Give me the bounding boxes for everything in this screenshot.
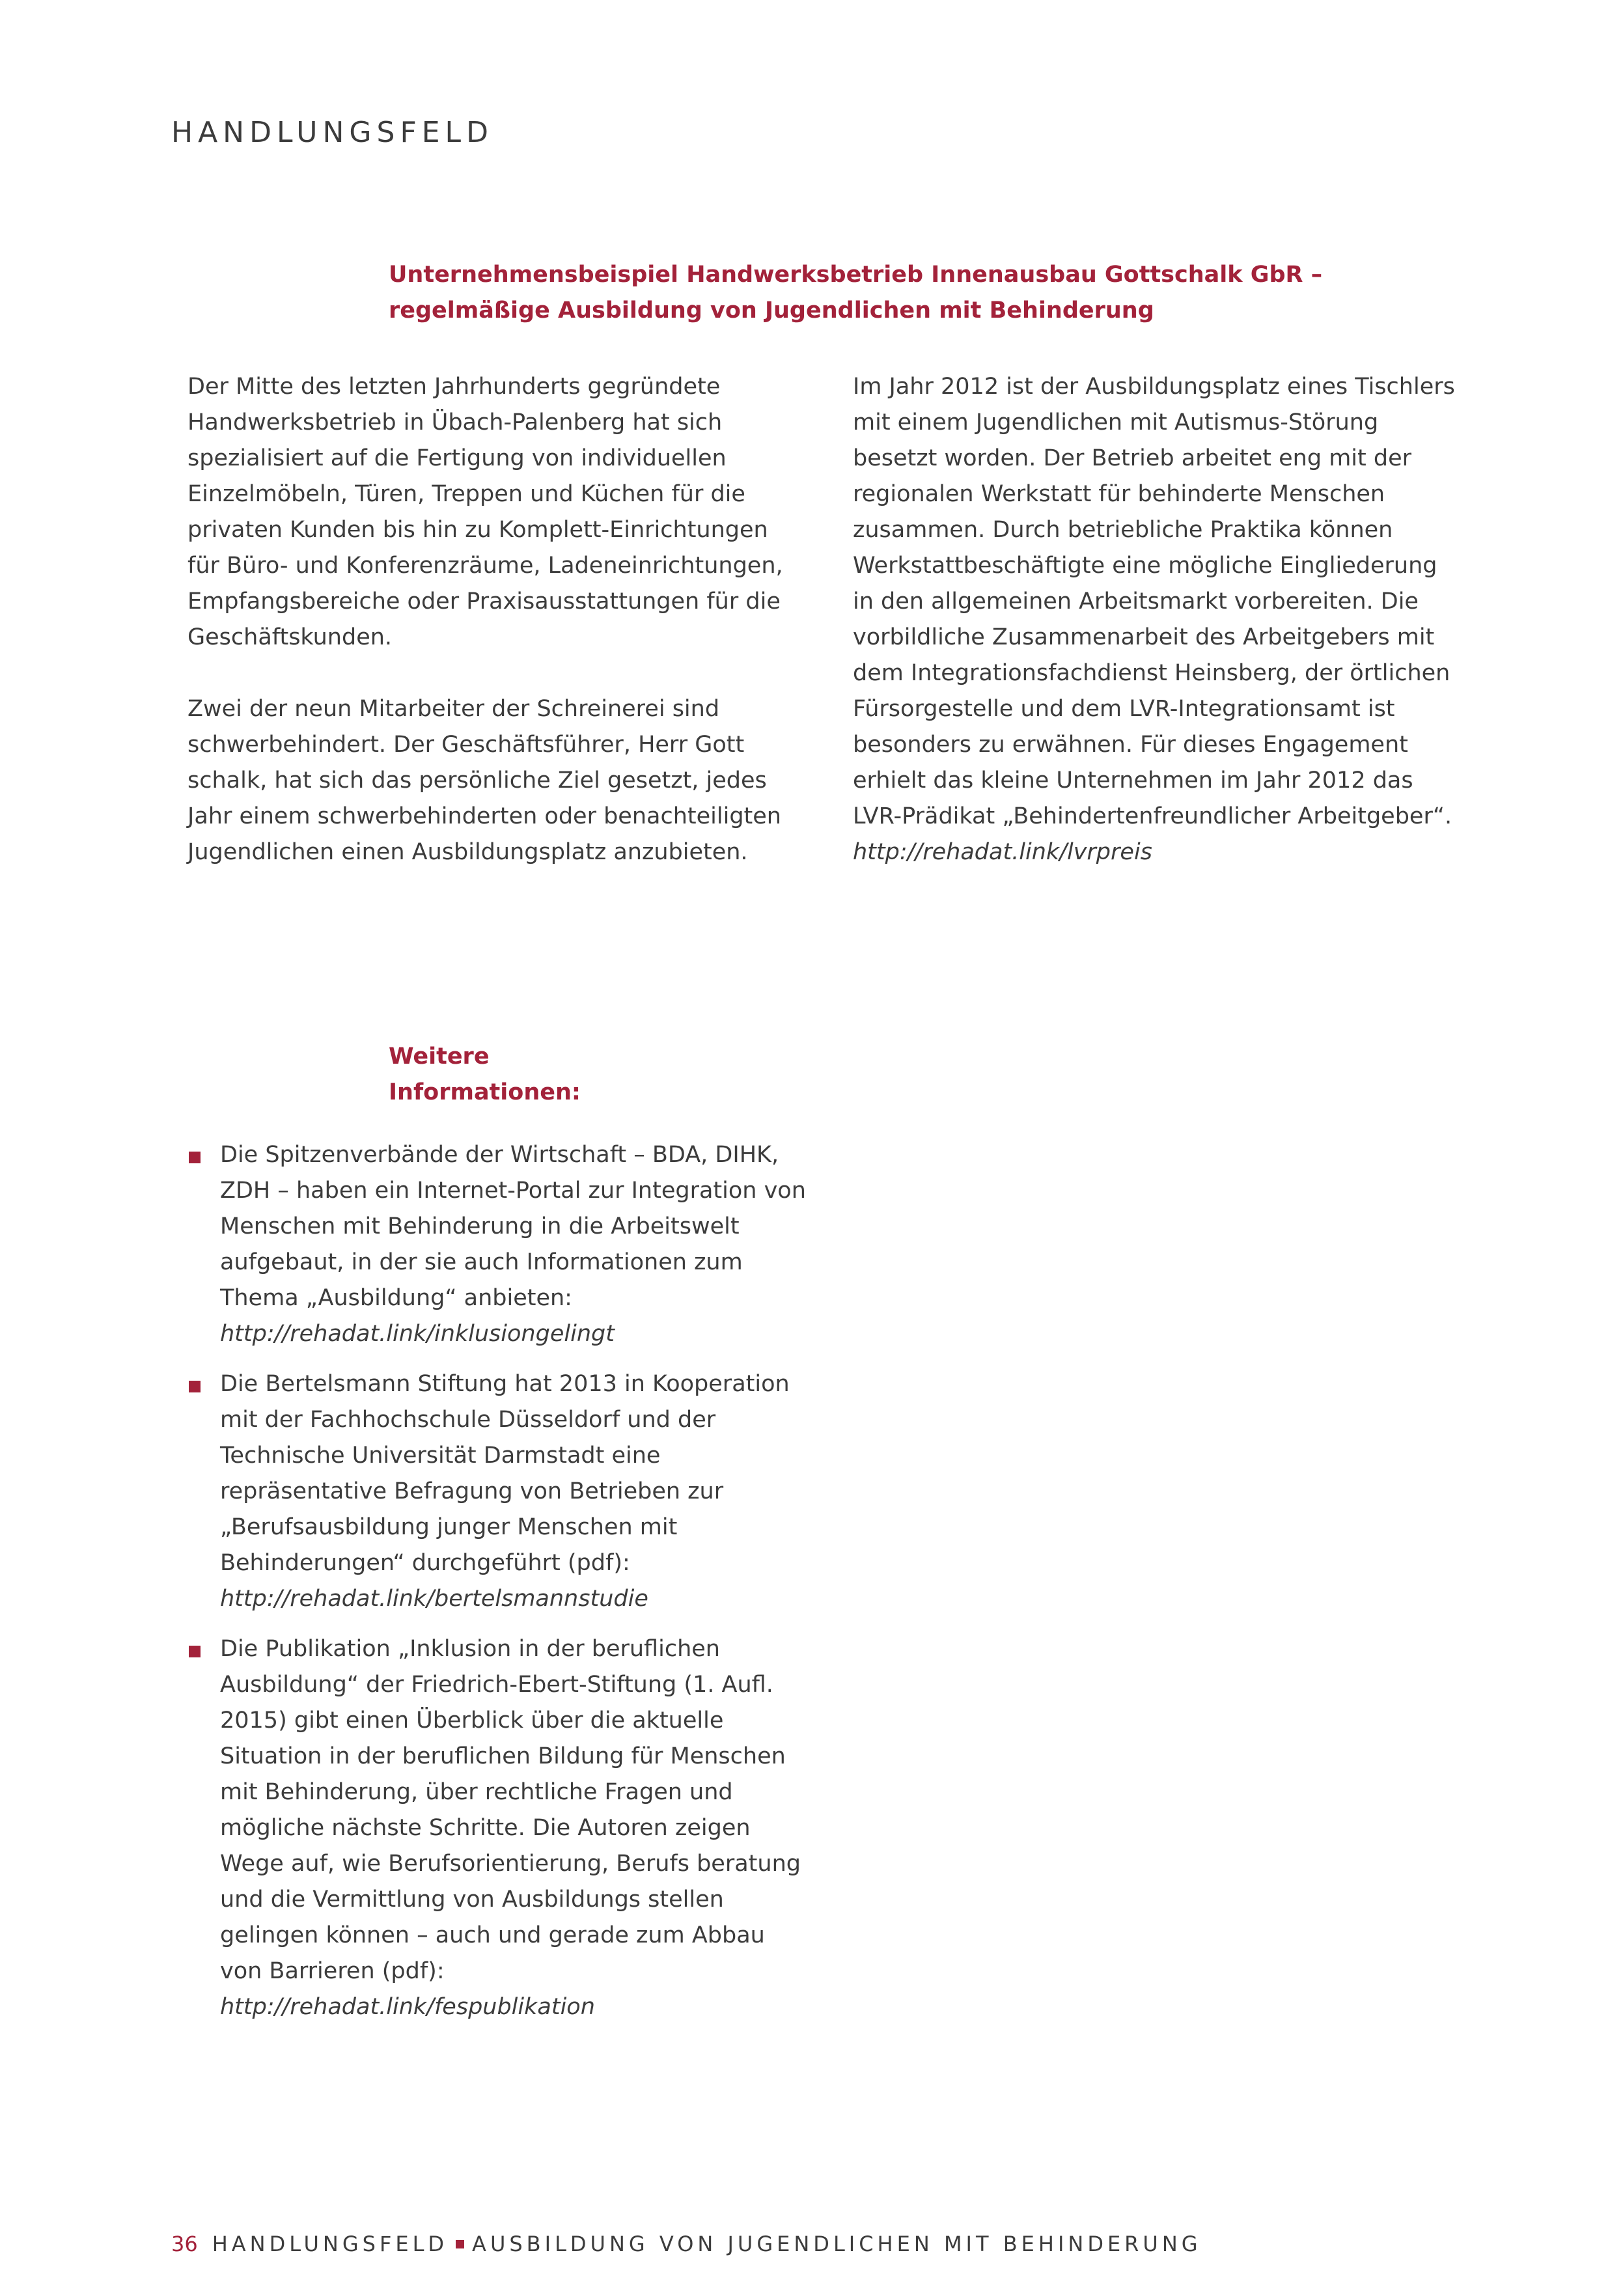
info-heading-line2: Informationen: <box>389 1079 581 1105</box>
bertelsmannstudie-link[interactable]: http://rehadat.link/bertelsmannstudie <box>220 1586 648 1612</box>
lvrpreis-link[interactable]: http://rehadat.link/lvrpreis <box>853 839 1152 865</box>
info-list-item <box>187 1137 812 1352</box>
square-bullet-icon <box>189 1152 201 1163</box>
page-number: 36 <box>171 2232 198 2256</box>
example-heading-line1: Unternehmensbeispiel Handwerksbetrieb Innenausbau Gottschalk GbR – <box>389 262 1323 288</box>
footer-section: HANDLUNGSFELD <box>212 2232 449 2256</box>
info-list-item <box>187 1631 812 2025</box>
square-separator-icon <box>456 2240 464 2248</box>
square-bullet-icon <box>189 1381 201 1392</box>
info-item-text: Die Spitzenverbände der Wirtschaft – BDA, DIHK, ZDH – haben ein Internet-Portal zur Integration von Menschen mit Behinderung in die Arbeitswelt aufgebaut, in der sie auch Informationen zum Thema „Ausbildung“ anbieten: <box>220 1142 806 1311</box>
info-item-text: Die Publikation „Inklusion in der beruflichen Ausbildung“ der Friedrich-Ebert-Stiftung (1. Aufl. 2015) gibt einen Überblick über die aktuelle Situation in der beruflichen Bildung für Menschen mit Behinderung, über rechtliche Fragen und mögliche nächste Schritte. Die Autoren zeigen Wege auf, wie Berufsorientierung, Berufs beratung und die Vermittlung von Ausbildungs stellen gelingen können – auch und gerade zum Abbau von Barrieren (pdf): <box>220 1636 801 1984</box>
example-left-column <box>187 369 799 870</box>
example-paragraph-1: Der Mitte des letzten Jahrhunderts gegründete Handwerksbetrieb in Übach-Palenberg hat sich spezialisiert auf die Fertigung von individuellen Einzelmöbeln, Türen, Treppen und Küchen für die privaten Kunden bis hin zu Komplett-Einrichtungen für Büro- und Konferenzräume, Ladeneinrichtungen, Empfangsbereiche oder Praxisausstattungen für die Geschäftskunden. <box>187 374 783 650</box>
info-item-text: Die Bertelsmann Stiftung hat 2013 in Kooperation mit der Fachhochschule Düsseldorf und der Technische Universität Darmstadt eine repräsentative Befragung von Betrieben zur „Berufsausbildung junger Menschen mit Behinderungen“ durchgeführt (pdf): <box>220 1371 790 1576</box>
example-heading <box>389 257 1333 329</box>
inklusiongelingt-link[interactable]: http://rehadat.link/inklusiongelingt <box>220 1321 615 1347</box>
page-header-title: HANDLUNGSFELD <box>171 116 493 149</box>
page-footer <box>171 2232 1202 2256</box>
square-bullet-icon <box>189 1646 201 1657</box>
example-paragraph-3 <box>853 369 1465 870</box>
example-paragraph-2: Zwei der neun Mitarbeiter der Schreinerei sind schwerbehindert. Der Geschäftsführer, Herr Gott schalk, hat sich das persönliche Ziel gesetzt, jedes Jahr einem schwerbehinderten oder benachteiligten Jugendlichen einen Ausbildungsplatz anzubieten. <box>187 696 781 865</box>
example-right-column <box>853 369 1465 870</box>
footer-chapter: AUSBILDUNG VON JUGENDLICHEN MIT BEHINDERUNG <box>472 2232 1202 2256</box>
example-heading-line2: regelmäßige Ausbildung von Jugendlichen mit Behinderung <box>389 297 1154 324</box>
info-list <box>187 1137 812 2040</box>
info-heading <box>389 1039 779 1111</box>
info-heading-line1: Weitere <box>389 1044 490 1070</box>
info-list-item <box>187 1366 812 1617</box>
fespublikation-link[interactable]: http://rehadat.link/fespublikation <box>220 1994 595 2020</box>
example-paragraph-3-text: Im Jahr 2012 ist der Ausbildungsplatz eines Tischlers mit einem Jugendlichen mit Autismus-Störung besetzt worden. Der Betrieb arbeitet eng mit der regionalen Werkstatt für behinderte Menschen zusammen. Durch betriebliche Praktika können Werkstattbeschäftigte eine mögliche Eingliederung in den allgemeinen Arbeitsmarkt vorbereiten. Die vorbildliche Zusammenarbeit des Arbeitgebers mit dem Integrationsfachdienst Heinsberg, der örtlichen Fürsorgestelle und dem LVR-Integrationsamt ist besonders zu erwähnen. Für dieses Engagement erhielt das kleine Unternehmen im Jahr 2012 das LVR-Prädikat „Behindertenfreundlicher Arbeitgeber“. <box>853 374 1455 829</box>
